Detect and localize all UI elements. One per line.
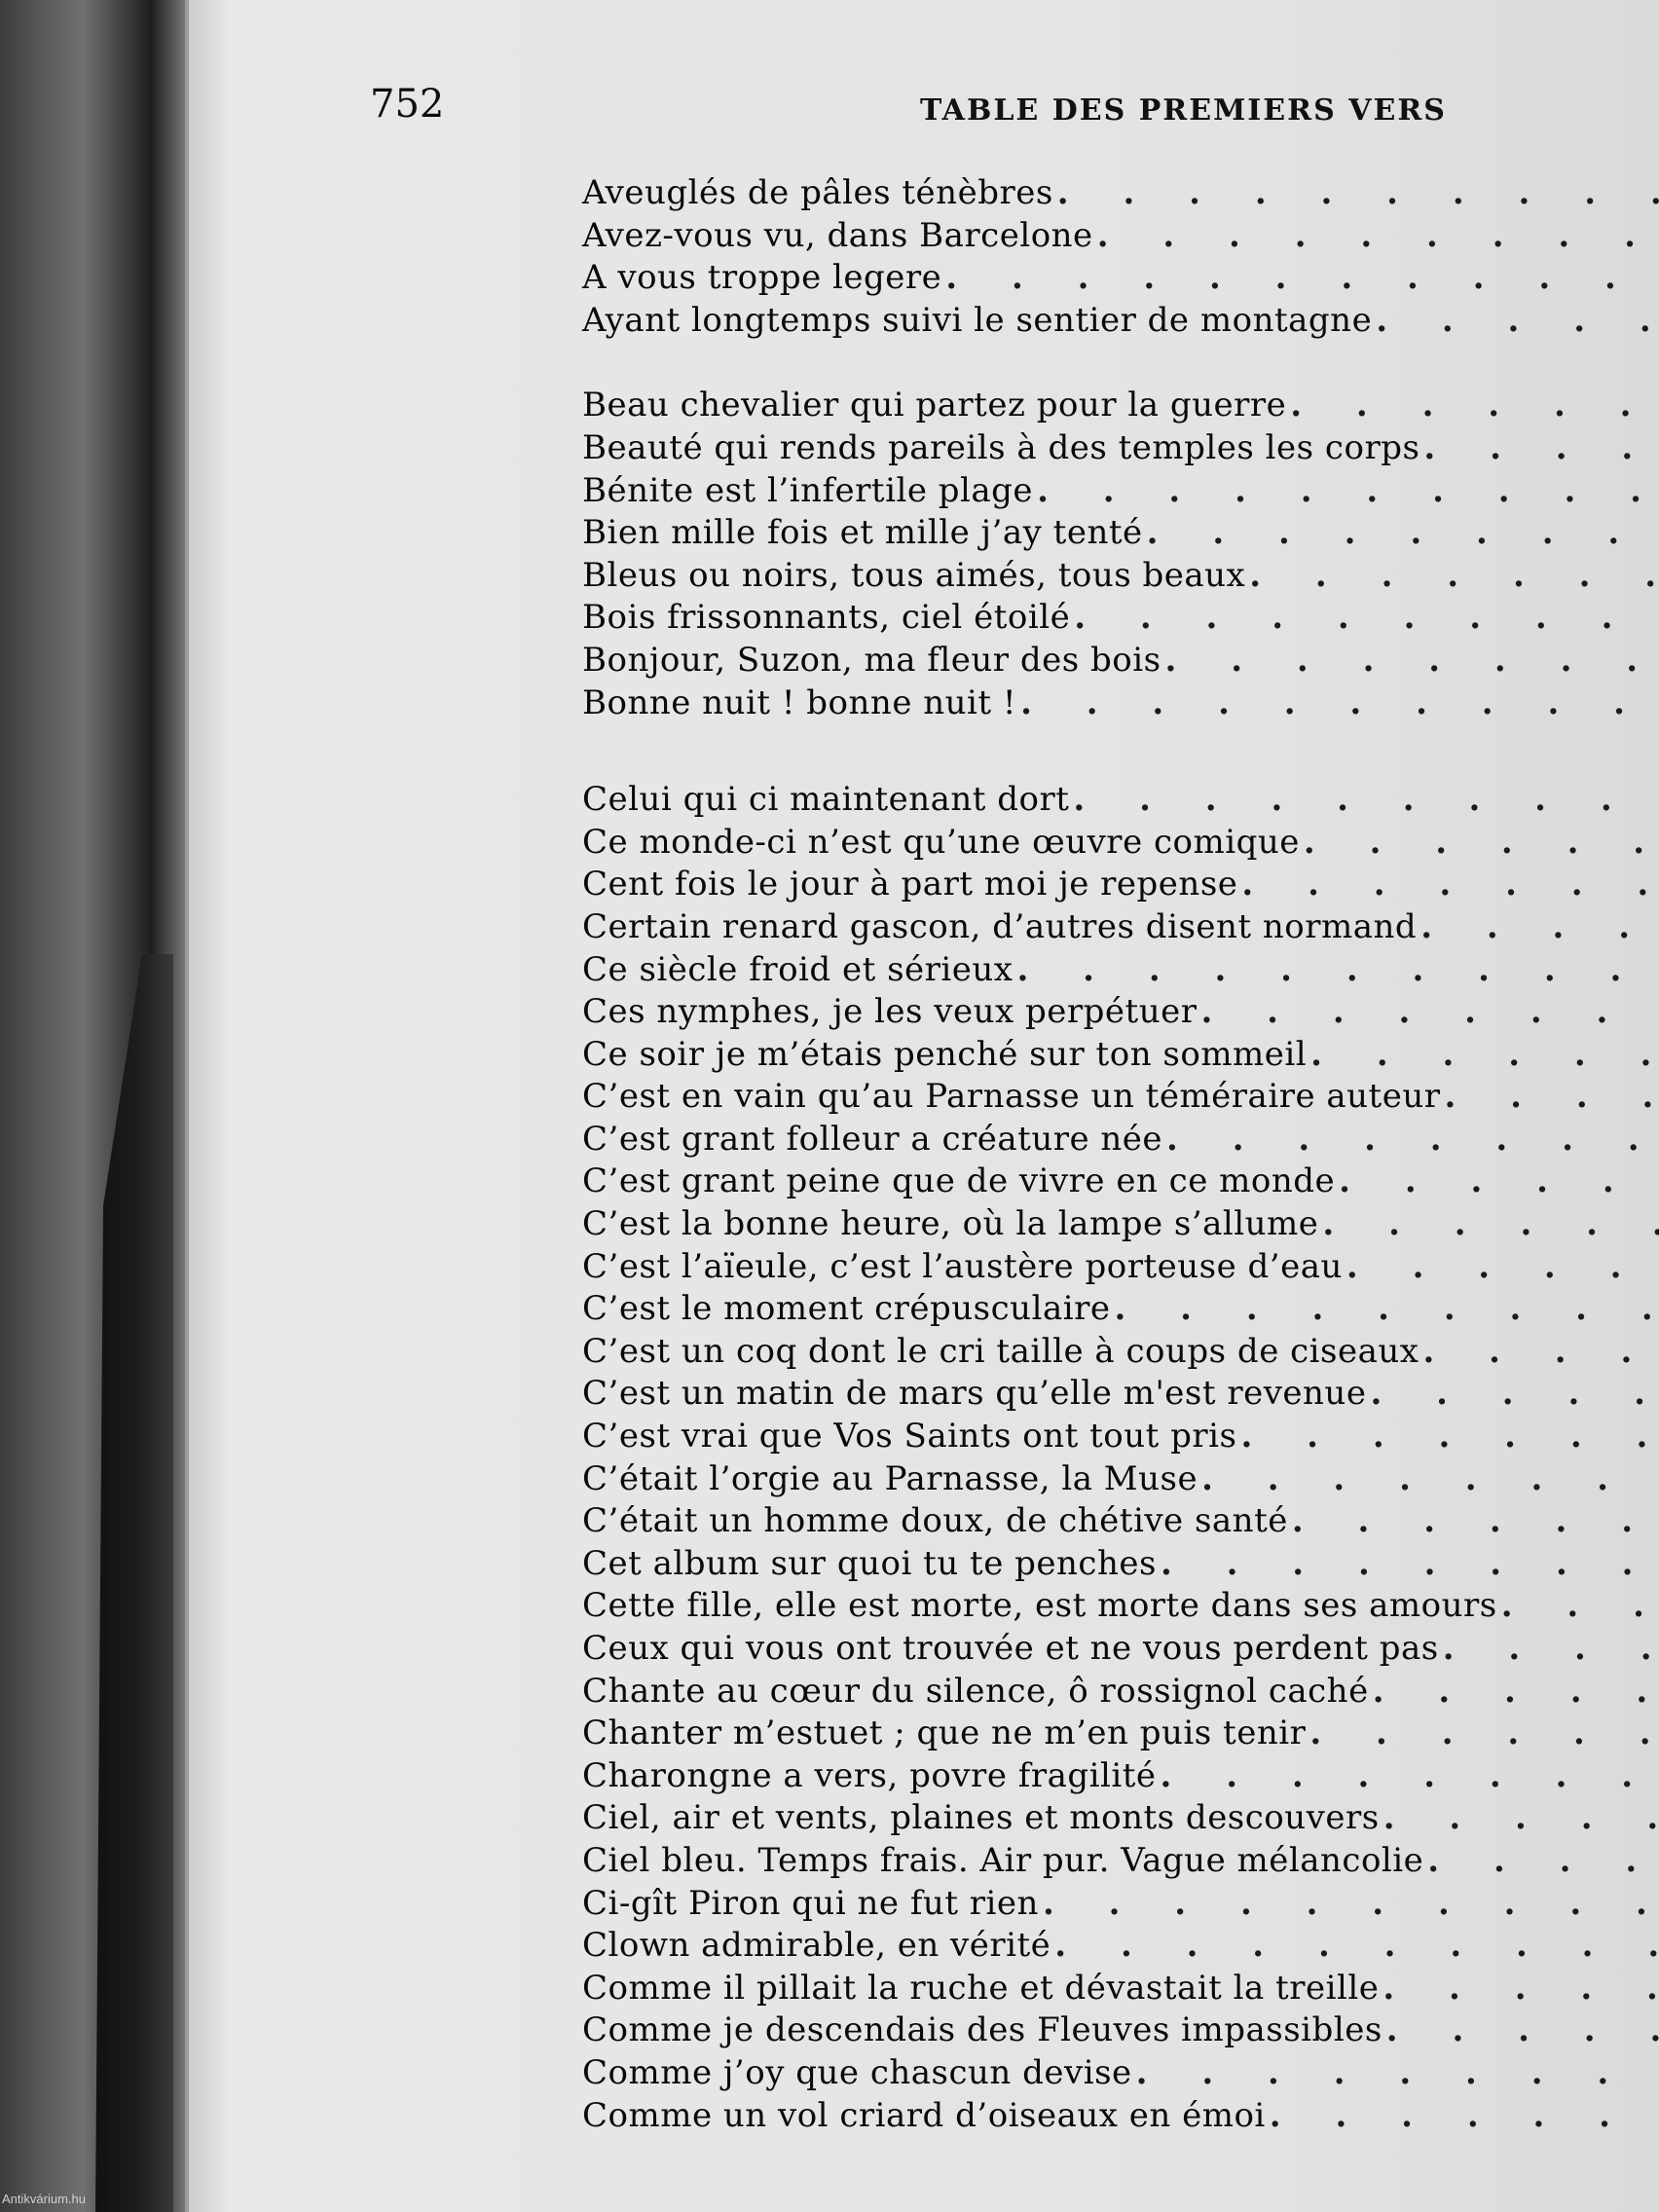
dot-leader	[1201, 1459, 1659, 1498]
toc-entry	[582, 1459, 1659, 1502]
dot-leader	[1016, 950, 1659, 989]
group-separator	[582, 725, 1659, 780]
toc-entry	[582, 1417, 1659, 1459]
toc-entry	[582, 1247, 1659, 1290]
first-line-text: C’est vrai que Vos Saints ont tout pris	[582, 1417, 1237, 1456]
dot-leader	[1165, 641, 1659, 680]
group-separator	[582, 343, 1659, 386]
dot-leader	[1501, 1586, 1659, 1625]
first-line-text: Beau chevalier qui partez pour la guerre	[582, 386, 1287, 425]
first-line-text: Ayant longtemps suivi le sentier de montagne	[582, 300, 1373, 340]
toc-entry	[582, 992, 1659, 1035]
first-line-text: Comme un vol criard d’oiseaux en émoi	[582, 2095, 1266, 2135]
dot-leader	[1097, 216, 1659, 255]
dot-leader	[1292, 1501, 1659, 1540]
first-line-text: Charongne a vers, povre fragilité	[582, 1755, 1157, 1795]
toc-entry	[582, 1884, 1659, 1927]
first-line-text: C’est le moment crépusculaire	[582, 1289, 1111, 1329]
first-line-text: Ce soir je m’étais penché sur ton sommeil	[582, 1034, 1308, 1074]
toc-entry	[582, 258, 1659, 301]
first-line-text: C’est la bonne heure, où la lampe s’allume	[582, 1204, 1319, 1244]
dot-leader	[1346, 1247, 1659, 1286]
first-line-text: Comme j’oy que chascun devise	[582, 2052, 1132, 2092]
dot-leader	[1445, 1077, 1659, 1116]
toc-entry	[582, 428, 1659, 471]
toc-entry	[582, 1332, 1659, 1375]
first-line-text: Avez-vous vu, dans Barcelone	[582, 215, 1093, 255]
dot-leader	[1427, 1841, 1659, 1880]
toc-entry	[582, 1501, 1659, 1544]
first-line-text: Bénite est l’infertile plage	[582, 470, 1034, 510]
first-line-text: Certain renard gascon, d’autres disent normand	[582, 906, 1418, 946]
dot-leader	[1057, 173, 1659, 212]
dot-leader	[1054, 1926, 1659, 1965]
toc-entry	[582, 1841, 1659, 1884]
first-line-text: Bonne nuit ! bonne nuit !	[582, 682, 1017, 722]
first-line-text: Chante au cœur du silence, ô rossignol caché	[582, 1671, 1369, 1711]
page-edge-rule	[185, 0, 189, 2212]
first-line-text: C’est l’aïeule, c’est l’austère porteuse d’eau	[582, 1246, 1343, 1286]
first-line-text: Bien mille fois et mille j’ay tenté	[582, 513, 1143, 553]
first-line-text: Ce monde-ci n’est qu’une œuvre comique	[582, 822, 1300, 862]
first-line-text: Bleus ou noirs, tous aimés, tous beaux	[582, 555, 1246, 595]
dot-leader	[1290, 386, 1659, 424]
toc-entry	[582, 1798, 1659, 1841]
dot-leader	[1373, 1672, 1659, 1711]
toc-entry	[582, 1586, 1659, 1629]
dot-leader	[1114, 1289, 1659, 1328]
dot-leader	[1376, 301, 1659, 340]
toc-entry	[582, 1161, 1659, 1204]
toc-entry	[582, 907, 1659, 950]
toc-entry	[582, 1204, 1659, 1247]
toc-entry	[582, 823, 1659, 866]
toc-entry	[582, 1672, 1659, 1714]
first-line-text: Comme je descendais des Fleuves impassibles	[582, 2010, 1382, 2050]
dot-leader	[1339, 1161, 1659, 1200]
dot-leader	[1270, 2096, 1659, 2135]
first-line-text: A vous troppe legere	[582, 258, 942, 298]
dot-leader	[1073, 780, 1659, 819]
toc-entry	[582, 1035, 1659, 1078]
dot-leader	[1370, 1374, 1659, 1413]
dot-leader	[1043, 1884, 1659, 1923]
toc-entry	[582, 1714, 1659, 1756]
dot-leader	[1386, 2010, 1659, 2049]
book-page	[185, 0, 1659, 2212]
dot-leader	[1037, 471, 1659, 510]
dot-leader	[1304, 823, 1659, 862]
toc-entry	[582, 2010, 1659, 2053]
dot-leader	[1166, 1120, 1659, 1159]
toc-entry	[582, 2096, 1659, 2139]
first-line-text: C’est grant folleur a créature née	[582, 1119, 1163, 1159]
toc-entry	[582, 1120, 1659, 1162]
dot-leader	[1422, 1332, 1659, 1371]
toc-entry	[582, 1544, 1659, 1587]
first-line-text: Ce siècle froid et sérieux	[582, 949, 1014, 989]
dot-leader	[1310, 1035, 1659, 1074]
dot-leader	[1074, 598, 1659, 637]
page-number: 752	[370, 82, 445, 127]
toc-entry	[582, 513, 1659, 556]
running-header-title: TABLE DES PREMIERS VERS	[920, 93, 1447, 128]
toc-entry	[582, 301, 1659, 344]
toc-entry	[582, 1969, 1659, 2011]
dot-leader	[945, 258, 1659, 297]
first-line-text: Ceux qui vous ont trouvée et ne vous perdent pas	[582, 1629, 1439, 1668]
first-line-text: Ciel bleu. Temps frais. Air pur. Vague mélancolie	[582, 1840, 1424, 1880]
toc-entry	[582, 1756, 1659, 1799]
first-line-text: Clown admirable, en vérité	[582, 1926, 1051, 1966]
first-line-text: Chanter m’estuet ; que ne m’en puis tenir	[582, 1714, 1307, 1753]
dot-leader	[1147, 513, 1659, 552]
dot-leader	[1136, 2053, 1659, 2092]
toc-entry	[582, 950, 1659, 993]
toc-entry	[582, 216, 1659, 259]
first-line-text: Ciel, air et vents, plaines et monts descouvers	[582, 1798, 1380, 1838]
dot-leader	[1241, 865, 1659, 903]
toc-entry	[582, 386, 1659, 428]
toc-entry	[582, 1077, 1659, 1120]
first-line-text: Beauté qui rends pareils à des temples les corps	[582, 427, 1420, 467]
first-line-text: C’est grant peine que de vivre en ce monde	[582, 1161, 1336, 1201]
toc-entry	[582, 865, 1659, 907]
first-line-text: C’était l’orgie au Parnasse, la Muse	[582, 1458, 1198, 1498]
antikvarium-watermark: Antikvárium.hu	[2, 2192, 86, 2206]
dot-leader	[1383, 1798, 1659, 1837]
dot-leader	[1309, 1714, 1659, 1752]
dot-leader	[1420, 907, 1659, 946]
toc-entry	[582, 471, 1659, 514]
dot-leader	[1382, 1969, 1659, 2008]
toc-entry	[582, 780, 1659, 823]
first-line-text: Bonjour, Suzon, ma fleur des bois	[582, 640, 1161, 680]
toc-entry	[582, 1374, 1659, 1417]
first-line-text: Comme il pillait la ruche et dévastait la treille	[582, 1968, 1380, 2008]
first-line-text: Ces nymphes, je les veux perpétuer	[582, 992, 1198, 1032]
toc-entry	[582, 641, 1659, 683]
dot-leader	[1443, 1629, 1659, 1668]
first-line-text: C’est un matin de mars qu’elle m'est revenue	[582, 1374, 1367, 1414]
toc-entry	[582, 556, 1659, 599]
toc-entry	[582, 683, 1659, 726]
toc-entry	[582, 598, 1659, 641]
first-line-text: Cette fille, elle est morte, est morte dans ses amours	[582, 1586, 1497, 1626]
dot-leader	[1423, 428, 1659, 467]
dot-leader	[1322, 1204, 1659, 1243]
first-line-text: C’est en vain qu’au Parnasse un téméraire auteur	[582, 1077, 1441, 1117]
dot-leader	[1161, 1756, 1659, 1795]
toc-entry	[582, 1629, 1659, 1672]
dot-leader	[1240, 1417, 1659, 1456]
dot-leader	[1020, 683, 1659, 722]
first-line-text: Celui qui ci maintenant dort	[582, 780, 1070, 820]
first-line-text: Aveuglés de pâles ténèbres	[582, 173, 1053, 212]
first-line-text: C’était un homme doux, de chétive santé	[582, 1501, 1288, 1541]
table-of-first-lines	[582, 173, 1659, 2138]
first-line-text: Cet album sur quoi tu te penches	[582, 1543, 1157, 1583]
dot-leader	[1161, 1544, 1659, 1583]
toc-entry	[582, 173, 1659, 216]
toc-entry	[582, 1926, 1659, 1969]
toc-entry	[582, 2053, 1659, 2096]
first-line-text: C’est un coq dont le cri taille à coups de ciseaux	[582, 1331, 1419, 1371]
toc-entry	[582, 1289, 1659, 1332]
dot-leader	[1249, 556, 1659, 595]
first-line-text: Bois frissonnants, ciel étoilé	[582, 598, 1071, 638]
first-line-text: Ci-gît Piron qui ne fut rien	[582, 1883, 1039, 1923]
dot-leader	[1200, 992, 1659, 1031]
first-line-text: Cent fois le jour à part moi je repense	[582, 865, 1238, 904]
